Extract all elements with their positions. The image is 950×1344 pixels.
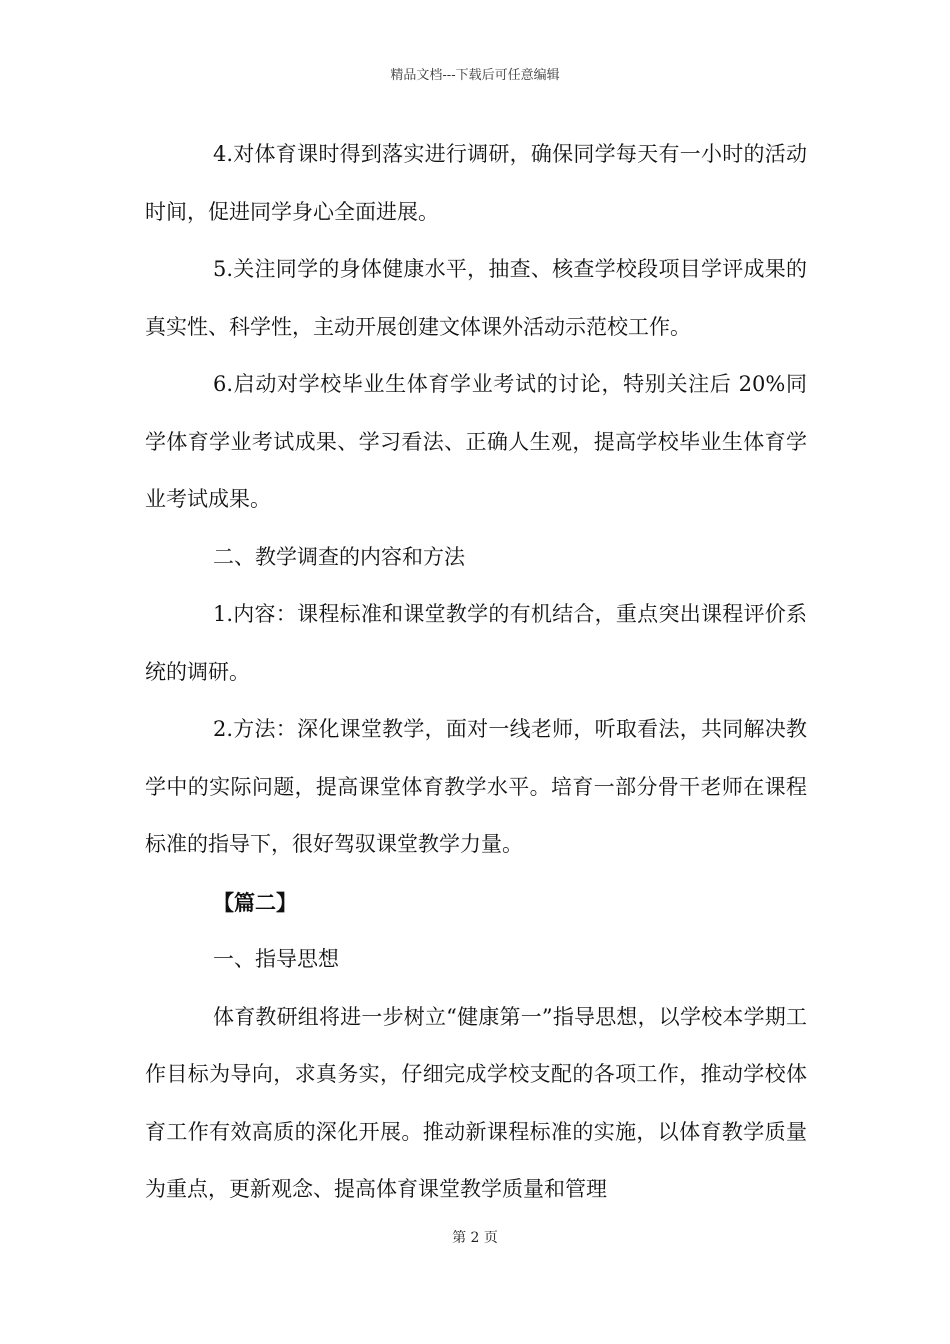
section-heading-1: 一、指导思想	[213, 947, 339, 971]
part-heading: 【篇二】	[213, 889, 297, 915]
paragraph-item-5: 5.关注同学的身体健康水平，抽查、核查学校段项目学评成果的真实性、科学性，主动开展创建文体课外活动示范校工作。	[145, 257, 807, 339]
page-header: 精品文档---下载后可任意编辑	[390, 68, 560, 83]
document-body	[145, 126, 807, 1219]
section-heading-2: 二、教学调查的内容和方法	[213, 544, 465, 569]
paragraph-guiding-thought: 体育教研组将进一步树立“健康第一”指导思想，以学校本学期工作目标为导向，求真务实，仔细完成学校支配的各项工作，推动学校体育工作有效高质的深化开展。推动新课程标准的实施，以体育教学质量为重点，更新观念、提高体育课堂教学质量和管理	[145, 1004, 807, 1201]
paragraph-item-4: 4.对体育课时得到落实进行调研，确保同学每天有一小时的活动时间，促进同学身心全面进展。	[145, 142, 807, 224]
paragraph-content: 1.内容：课程标准和课堂教学的有机结合，重点突出课程评价系统的调研。	[145, 602, 807, 684]
paragraph-method: 2.方法：深化课堂教学，面对一线老师，听取看法，共同解决教学中的实际问题，提高课堂体育教学水平。培育一部分骨干老师在课程标准的指导下，很好驾驭课堂教学力量。	[145, 717, 807, 856]
paragraph-item-6: 6.启动对学校毕业生体育学业考试的讨论，特别关注后 20%同学体育学业考试成果、学习看法、正确人生观，提高学校毕业生体育学业考试成果。	[145, 372, 807, 511]
page-number: 第 2 页	[452, 1230, 498, 1246]
